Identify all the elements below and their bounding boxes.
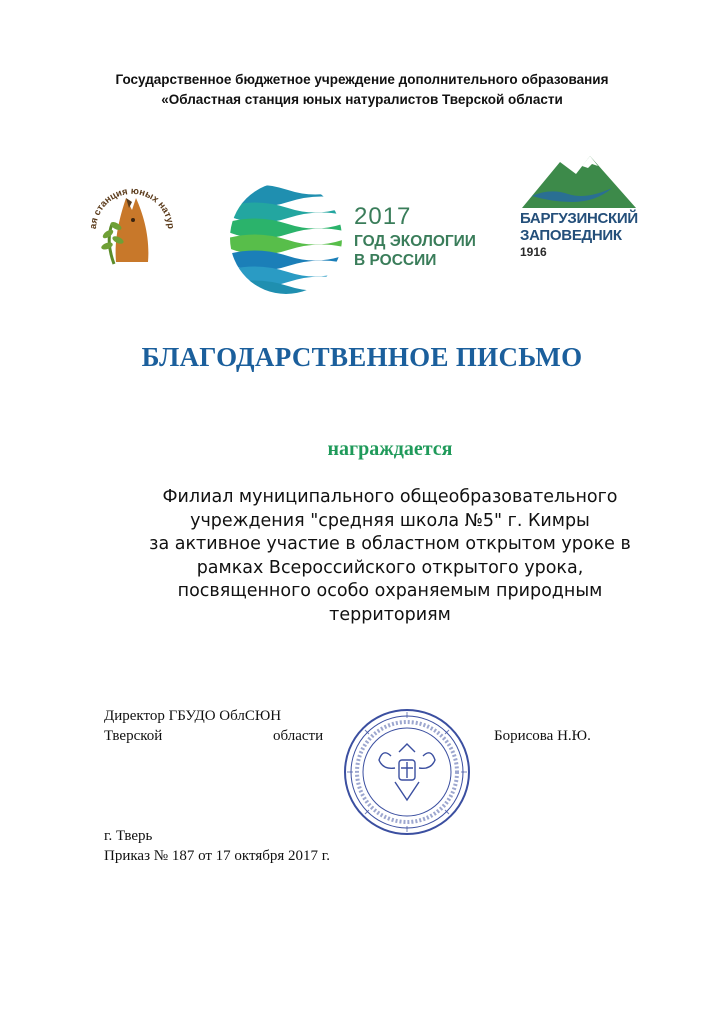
station-logo bbox=[78, 168, 186, 276]
footer-city: г. Тверь bbox=[104, 828, 153, 844]
body-line: за активное участие в областном открытом уроке в bbox=[149, 534, 631, 554]
round-seal-emblem-icon bbox=[343, 708, 471, 836]
document-footer bbox=[104, 826, 330, 866]
ecology-year: 2017 bbox=[354, 203, 412, 230]
reserve-logo bbox=[516, 152, 644, 264]
body-line: посвященного особо охраняемым природным bbox=[177, 581, 603, 601]
ecology-year-line-2: В РОССИИ bbox=[354, 252, 437, 269]
signature-position bbox=[104, 706, 281, 726]
globe-stripes-emblem-icon bbox=[228, 178, 348, 300]
issuer-line-2: «Областная станция юных натуралистов Тверской области bbox=[161, 92, 563, 107]
official-seal bbox=[343, 708, 471, 836]
station-logo-text: ая станция юных натур bbox=[87, 185, 177, 230]
issuer-header bbox=[0, 70, 724, 110]
signer-name: Борисова Н.Ю. bbox=[494, 728, 591, 744]
footer-order: Приказ № 187 от 17 октября 2017 г. bbox=[104, 848, 331, 864]
reserve-name-line-1: БАРГУЗИНСКИЙ bbox=[520, 210, 638, 227]
body-line: Филиал муниципального общеобразовательного bbox=[162, 487, 618, 507]
reserve-name-line-2: ЗАПОВЕДНИК bbox=[520, 227, 622, 244]
body-line: рамках Всероссийского открытого урока, bbox=[196, 557, 584, 578]
awarded-label: награждается bbox=[327, 438, 453, 460]
body-line: учреждения "средняя школа №5" г. Кимры bbox=[190, 510, 590, 531]
ecology-year-logo bbox=[228, 178, 494, 300]
reserve-year: 1916 bbox=[520, 245, 547, 259]
award-body bbox=[40, 486, 724, 627]
body-line: территориям bbox=[329, 604, 451, 625]
issuer-line-1: Государственное бюджетное учреждение дополнительного образования bbox=[115, 72, 609, 87]
signer-region-word-1: Тверской bbox=[104, 728, 163, 744]
mountain-sable-emblem-icon bbox=[516, 152, 644, 212]
fox-plant-emblem-icon bbox=[78, 168, 186, 276]
signer-title: Директор ГБУДО ОблСЮН bbox=[104, 708, 282, 724]
document-title: БЛАГОДАРСТВЕННОЕ ПИСЬМО bbox=[141, 342, 583, 372]
ecology-year-line-1: ГОД ЭКОЛОГИИ bbox=[354, 233, 476, 250]
signer-region-word-2: области bbox=[273, 728, 324, 744]
